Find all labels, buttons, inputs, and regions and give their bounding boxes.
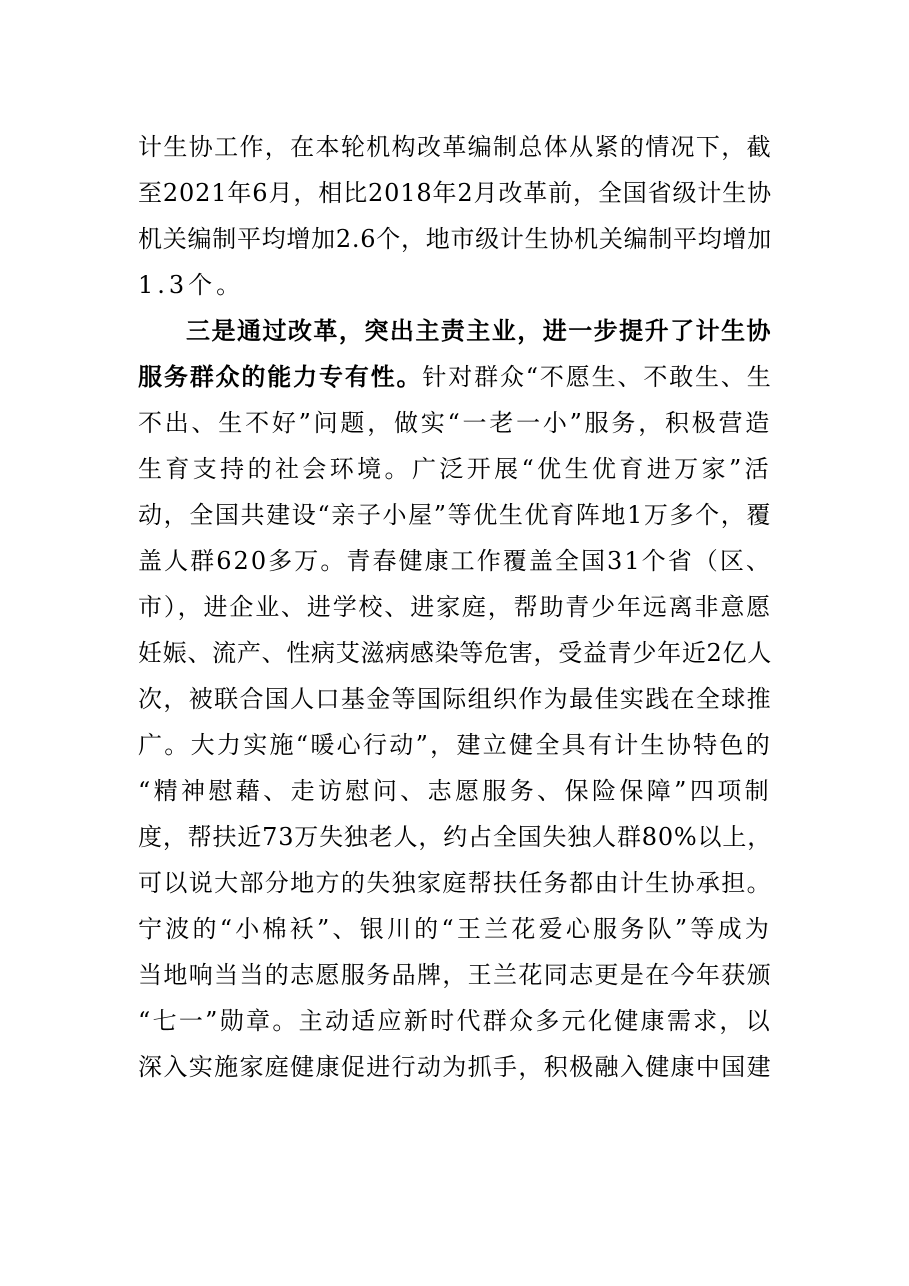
text-line: 宁波的“小棉袄”、银川的“王兰花爱心服务队”等成为 [138, 915, 773, 943]
bold-heading-tail: 服务群众的能力专有性。 [138, 362, 423, 391]
text-line-mixed [138, 354, 772, 400]
text-line: 可以说大部分地方的失独家庭帮扶任务都由计生协承担。 [138, 869, 772, 897]
text-line: 度，帮扶近73万失独老人，约占全国失独人群80%以上， [138, 823, 773, 851]
text-line: 妊娠、流产、性病艾滋病感染等危害，受益青少年近2亿人 [138, 639, 772, 667]
text-line: 1.3个。 [138, 271, 245, 299]
text-line: 次，被联合国人口基金等国际组织作为最佳实践在全球推 [138, 685, 772, 713]
text-line: 深入实施家庭健康促进行动为抓手，积极融入健康中国建 [138, 1053, 772, 1081]
text-line: 盖人群620多万。青春健康工作覆盖全国31个省（区、 [138, 547, 772, 575]
text-line: 广。大力实施“暖心行动”，建立健全具有计生协特色的 [138, 731, 773, 759]
text-line: 生育支持的社会环境。广泛开展“优生优育进万家”活 [138, 455, 772, 483]
text-line: 至2021年6月，相比2018年2月改革前，全国省级计生协 [138, 179, 772, 207]
text-line: “精神慰藉、走访慰问、志愿服务、保险保障”四项制 [138, 777, 772, 805]
text-line: 机关编制平均增加2.6个，地市级计生协机关编制平均增加 [138, 225, 772, 253]
text-line: 动，全国共建设“亲子小屋”等优生优育阵地1万多个，覆 [138, 501, 772, 529]
text-run: 针对群众“不愿生、不敢生、生 [422, 363, 772, 391]
text-line: 不出、生不好”问题，做实“一老一小”服务，积极营造 [138, 409, 773, 437]
text-line: 当地响当当的志愿服务品牌，王兰花同志更是在今年获颁 [138, 961, 772, 989]
text-line: 计生协工作，在本轮机构改革编制总体从紧的情况下，截 [138, 133, 772, 161]
text-line: 市），进企业、进学校、进家庭，帮助青少年远离非意愿 [138, 593, 772, 621]
body-text [138, 124, 772, 1090]
bold-heading-line: 三是通过改革，突出主责主业，进一步提升了计生协 [186, 316, 773, 345]
text-line: “七一”勋章。主动适应新时代群众多元化健康需求，以 [138, 1007, 773, 1035]
